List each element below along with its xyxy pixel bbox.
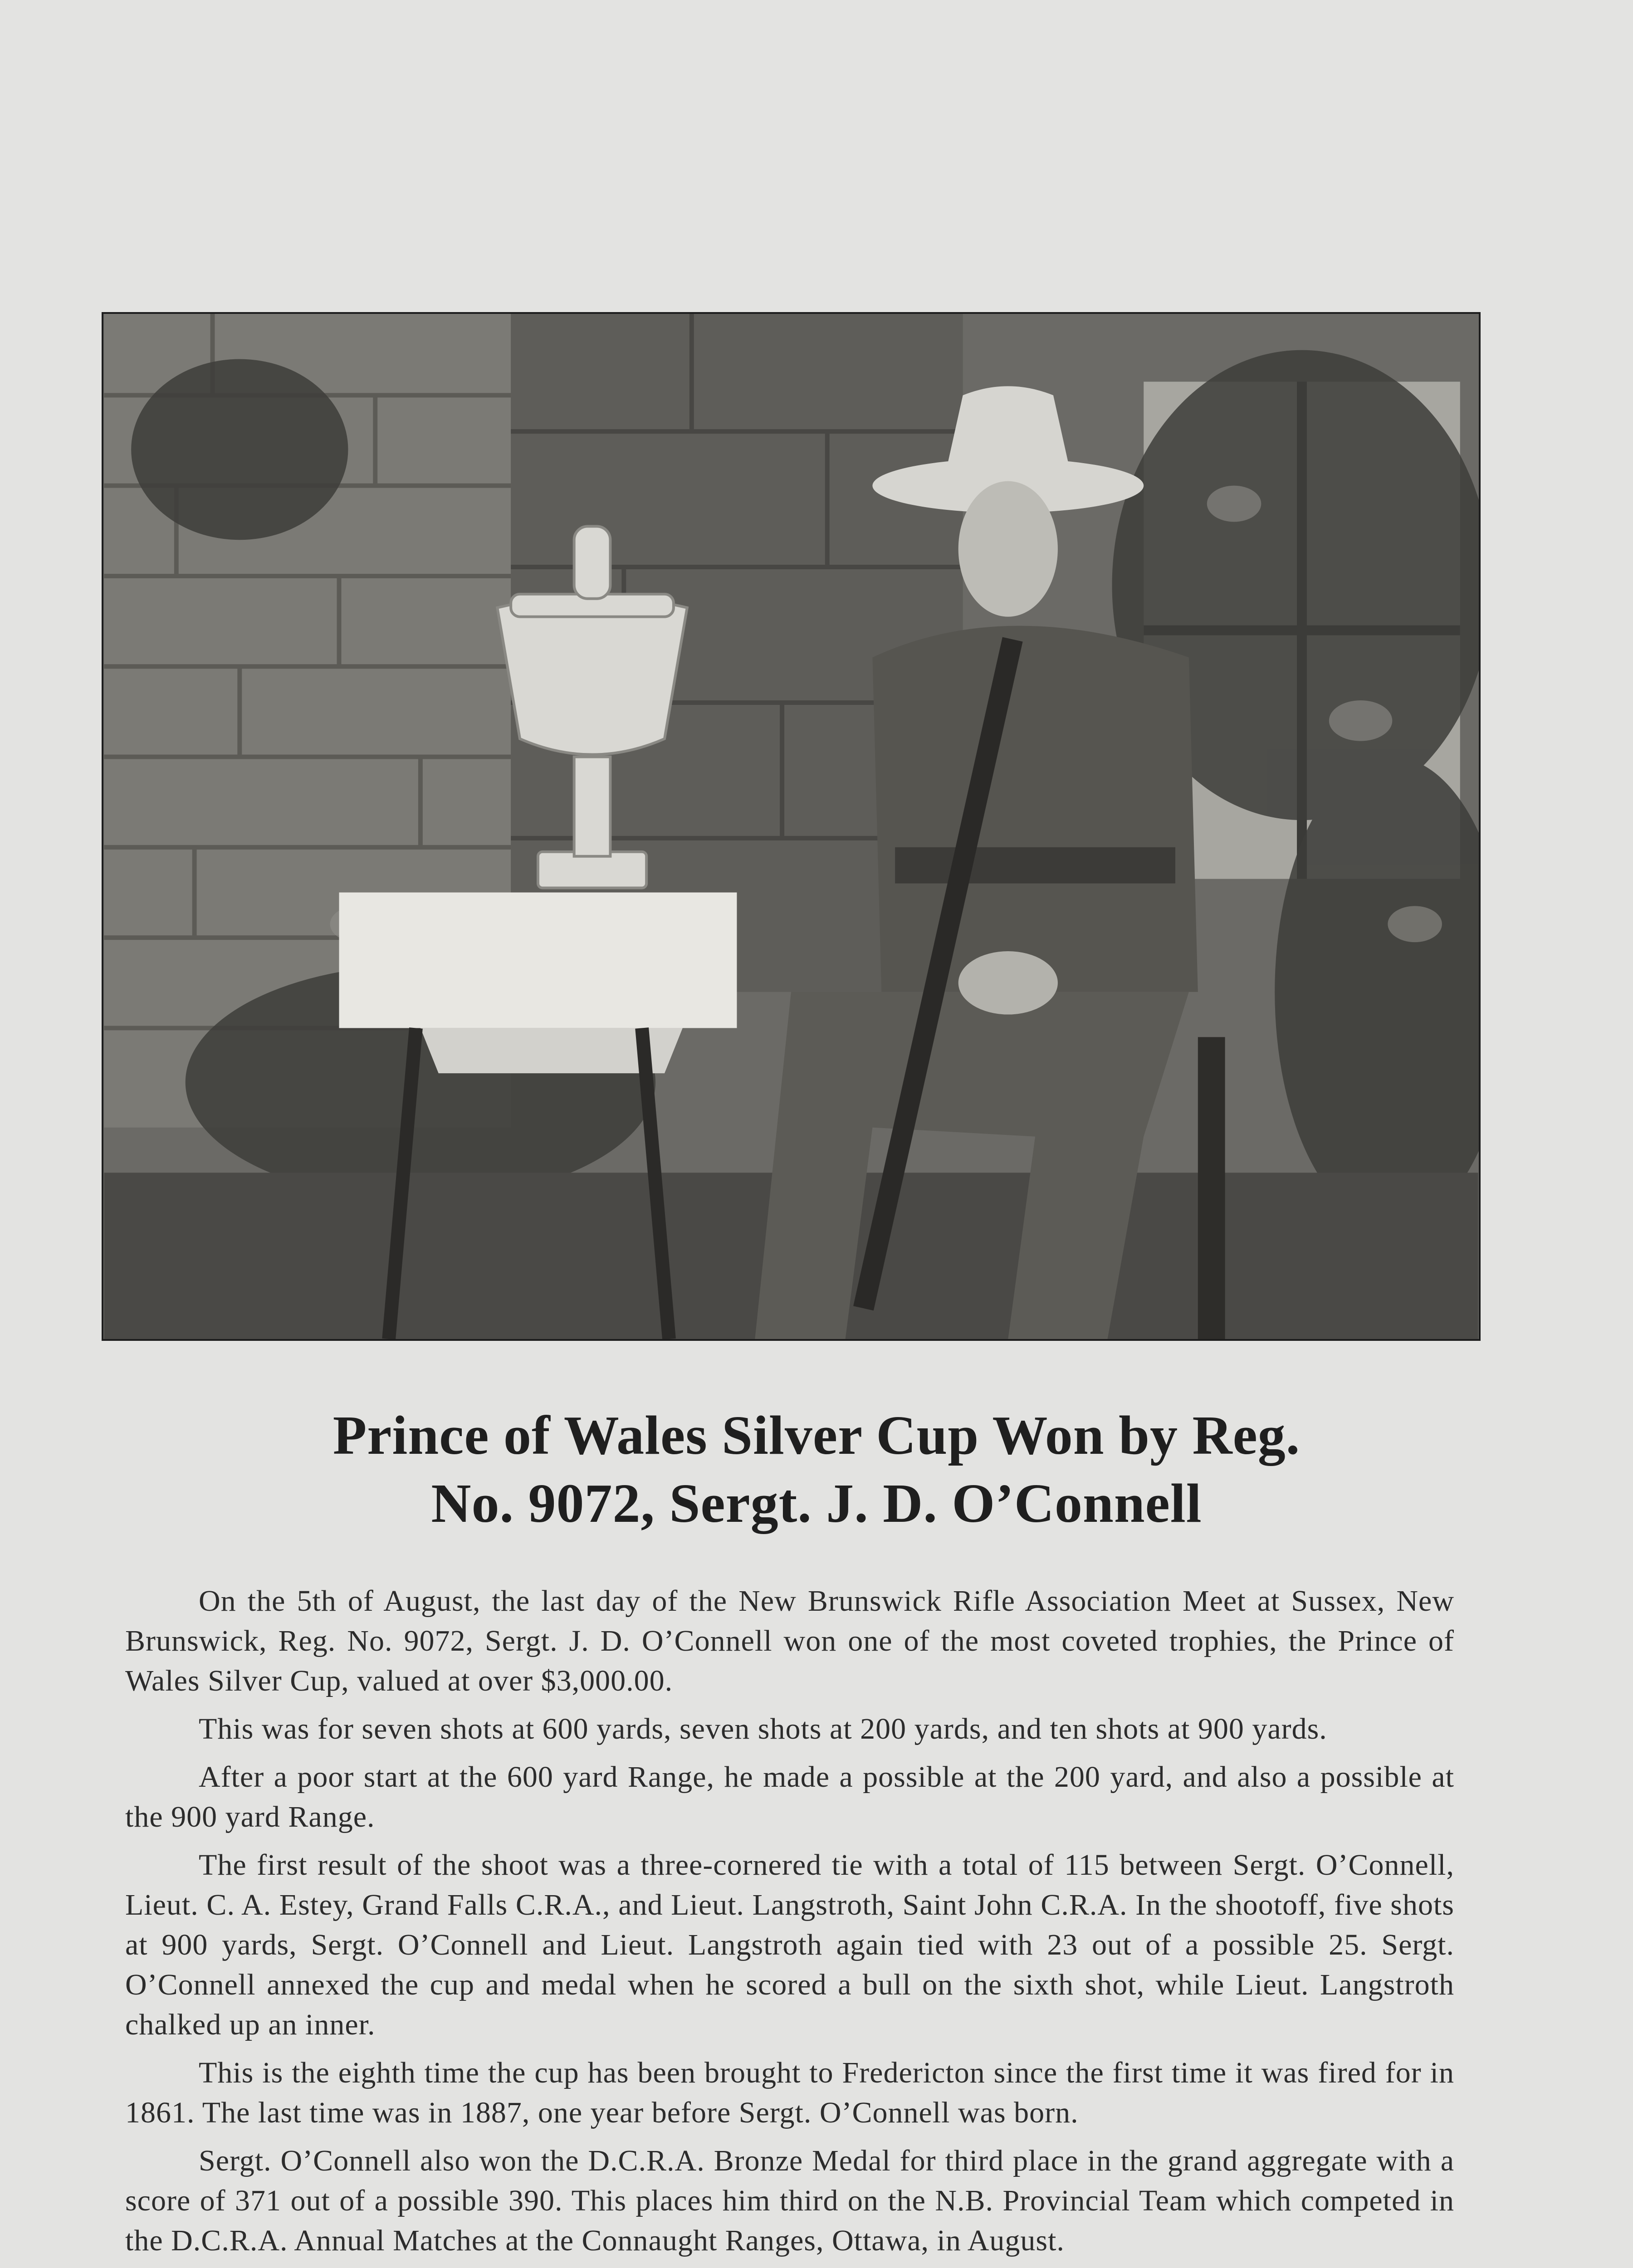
article-photograph (102, 312, 1481, 1341)
article-body (125, 1581, 1454, 2268)
photo-illustration (103, 314, 1479, 1339)
paragraph: This is the eighth time the cup has been brought to Fredericton since the first time it was fired for in 1861. The last time was in 1887, one year before Sergt. O’Connell was born. (125, 2056, 1454, 2129)
paragraph: This was for seven shots at 600 yards, seven shots at 200 yards, and ten shots at 900 yards. (199, 1712, 1327, 1745)
paragraph: The first result of the shoot was a three-cornered tie with a total of 115 between Sergt. O’Connell, Lieut. C. A. Estey, Grand Falls C.R.A., and Lieut. Langstroth, Saint John C.R.A. In the shootoff, five shots at 900 yards, Sergt. O’Connell and Lieut. Langstroth again tied with 23 out of a possible 25. Sergt. O’Connell annexed the cup and medal when he scored a bull on the sixth shot, while Lieut. Langstroth chalked up an inner. (125, 1848, 1454, 2041)
paragraph: Sergt. O’Connell also won the D.C.R.A. Bronze Medal for third place in the grand aggregate with a score of 371 out of a possible 390. This places him third on the N.B. Provincial Team which competed in the D.C.R.A. Annual Matches at the Connaught Ranges, Ottawa, in August. (125, 2144, 1454, 2257)
article-title-line-1: Prince of Wales Silver Cup Won by Reg. (332, 1405, 1301, 1466)
paragraph: On the 5th of August, the last day of the New Brunswick Rifle Association Meet at Sussex, New Brunswick, Reg. No. 9072, Sergt. J. D. O’Connell won one of the most coveted trophies, the Prince of Wales Silver Cup, valued at over $3,000.00. (125, 1584, 1454, 1697)
paragraph: After a poor start at the 600 yard Range, he made a possible at the 200 yard, and also a possible at the 900 yard Range. (125, 1760, 1454, 1833)
article-title (118, 1402, 1515, 1538)
article-title-line-2: No. 9072, Sergt. J. D. O’Connell (431, 1473, 1202, 1534)
